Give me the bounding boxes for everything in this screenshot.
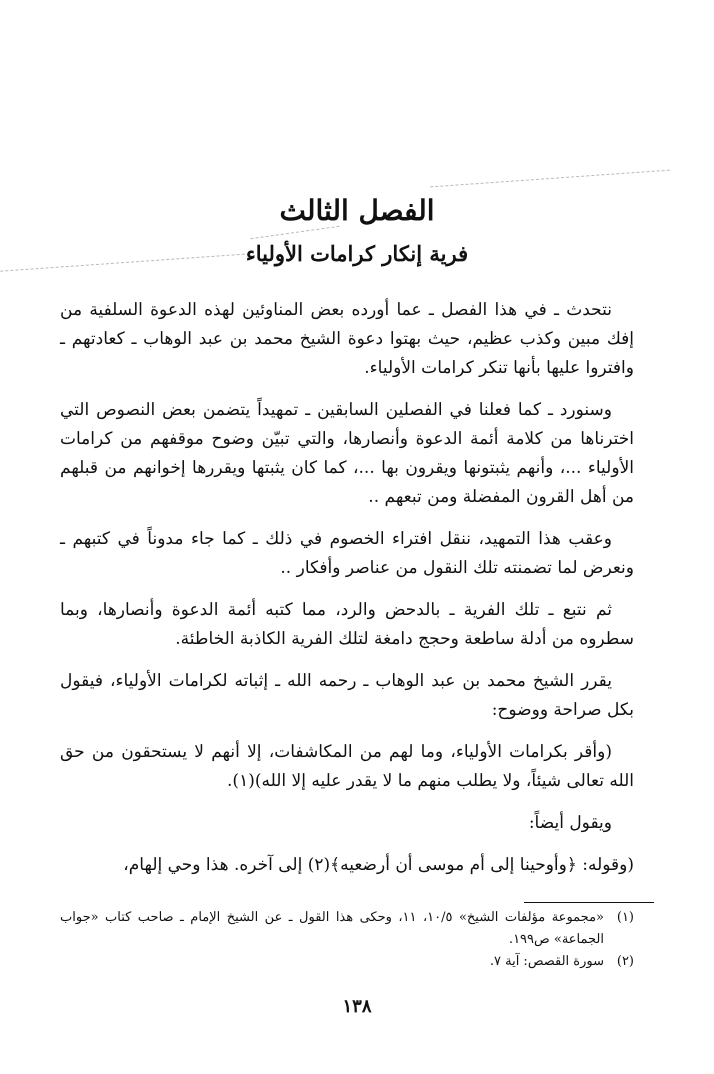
paragraph: وسنورد ـ كما فعلنا في الفصلين السابقين ـ تمهيداً يتضمن بعض النصوص التي اخترناها من كلامة أئمة الدعوة وأنصارها، والتي تبيّن وضوح موقفهم من كرامات الأولياء ...، وأنهم يثبتونها ويقرون بها ...، كما كان يثبتها ويقررها إخوانهم من قبلهم من أهل القرون المفضلة ومن تبعهم ..: [60, 400, 634, 507]
footnote-number: (٢): [616, 954, 634, 969]
paragraph: وعقب هذا التمهيد، ننقل افتراء الخصوم في ذلك ـ كما جاء مدوناً في كتبهم ـ ونعرض لما تضمنته تلك النقول من عناصر وأفكار ..: [60, 529, 634, 578]
paragraph: ويقول أيضاً:: [528, 813, 612, 833]
footnote-text: سورة القصص: آية ٧.: [489, 954, 604, 969]
body-text: [60, 296, 634, 893]
footnotes: [60, 907, 634, 973]
footnote-item: [60, 907, 634, 951]
chapter-subtitle: فرية إنكار كرامات الأولياء: [245, 241, 469, 266]
footnote-number: (١): [616, 910, 634, 925]
quote-paragraph: (وقوله: ﴿وأوحينا إلى أم موسى أن أرضعيه﴾(٢) إلى آخره. هذا وحي إلهام،: [123, 855, 634, 875]
quote-paragraph: (وأقر بكرامات الأولياء، وما لهم من المكاشفات، إلا أنهم لا يستحقون من حق الله تعالى شيئاً، ولا يطلب منهم ما لا يقدر عليه إلا الله)(١).: [60, 742, 634, 791]
chapter-title: الفصل الثالث: [279, 194, 435, 227]
paragraph: ثم نتبع ـ تلك الفرية ـ بالدحض والرد، مما كتبه أئمة الدعوة وأنصارها، وبما سطروه من أدلة ساطعة وحجج دامغة لتلك الفرية الكاذبة الخاطئة.: [60, 600, 634, 649]
paragraph: نتحدث ـ في هذا الفصل ـ عما أورده بعض المناوئين لهذه الدعوة السلفية من إفك مبين وكذب عظيم، حيث بهتوا دعوة الشيخ محمد بن عبد الوهاب ـ كعادتهم ـ وافتروا عليها بأنها تنكر كرامات الأولياء.: [60, 300, 634, 378]
paragraph: يقرر الشيخ محمد بن عبد الوهاب ـ رحمه الله ـ إثباته لكرامات الأولياء، فيقول بكل صراحة ووضوح:: [60, 671, 634, 720]
page-number: ١٣٨: [342, 996, 372, 1017]
footnote-item: [60, 951, 634, 973]
footnote-divider: [524, 902, 654, 903]
footnote-text: «مجموعة مؤلفات الشيخ» ١٠/٥، ١١، وحكى هذا القول ـ عن الشيخ الإمام ـ صاحب كتاب «جواب الجماعة» ص١٩٩.: [60, 910, 604, 947]
